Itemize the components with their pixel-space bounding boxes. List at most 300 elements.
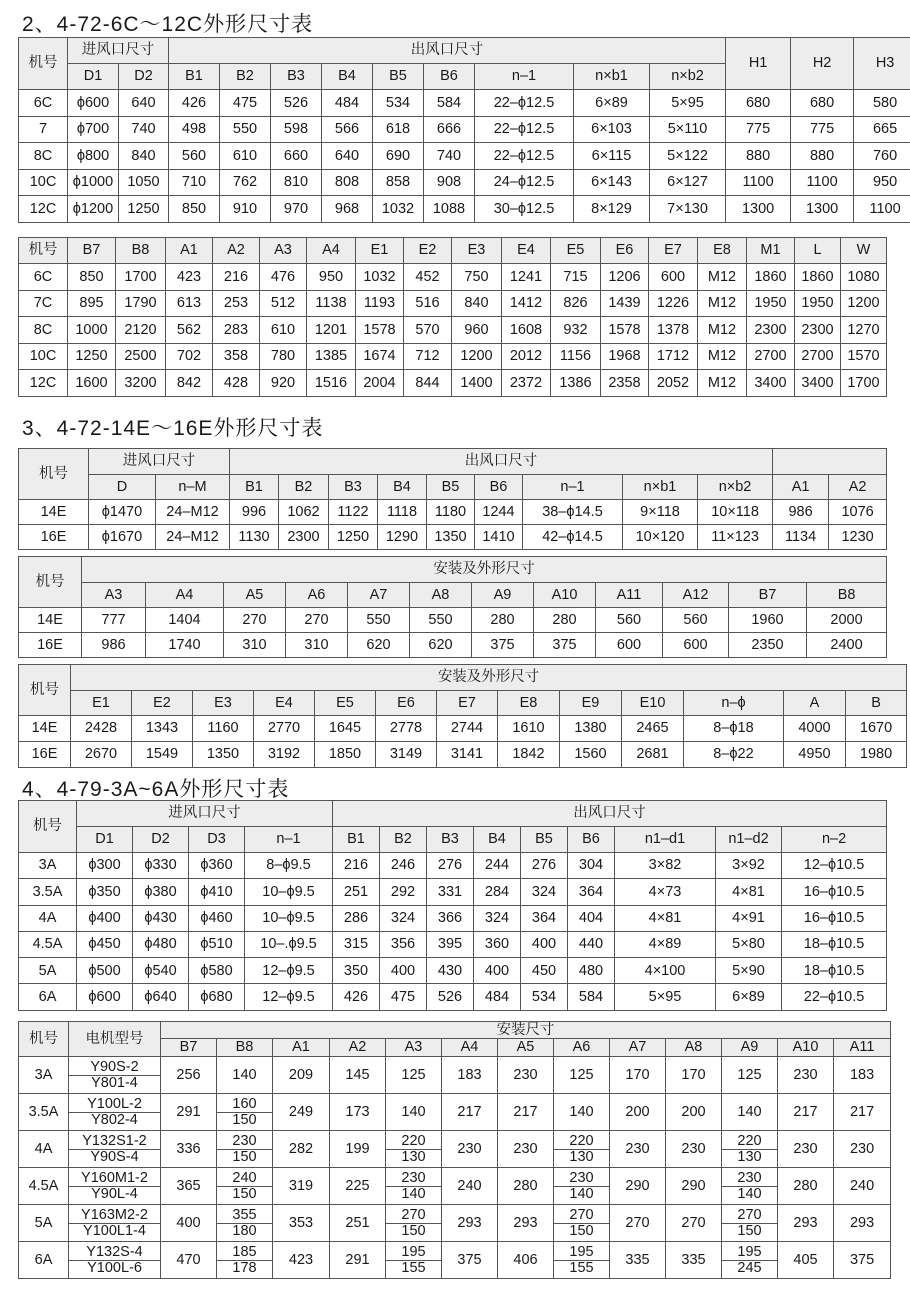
data-cell: 335 xyxy=(666,1242,722,1279)
data-cell: 280 xyxy=(778,1168,834,1205)
data-cell: 249 xyxy=(273,1094,330,1131)
data-cell: 290 xyxy=(666,1168,722,1205)
data-cell: 10–.ϕ9.5 xyxy=(245,931,333,957)
data-cell: 715 xyxy=(551,264,601,291)
column-header: A8 xyxy=(666,1039,722,1057)
data-value-bottom: 140 xyxy=(737,1185,762,1202)
data-cell: 844 xyxy=(404,370,452,397)
data-cell: M12 xyxy=(698,290,747,317)
data-cell: 762 xyxy=(220,169,271,196)
header-jihao: 机号 xyxy=(19,665,71,716)
column-header: A5 xyxy=(498,1039,554,1057)
column-header: B3 xyxy=(329,475,378,500)
data-cell: 858 xyxy=(373,169,424,196)
data-cell: 350 xyxy=(333,958,380,984)
data-cell: 850 xyxy=(169,196,220,223)
data-value-top: 355 xyxy=(217,1208,272,1224)
data-value: 140 xyxy=(569,1103,594,1120)
data-cell: 475 xyxy=(220,90,271,117)
data-cell: 1610 xyxy=(498,716,560,742)
data-cell: 292 xyxy=(380,879,427,905)
data-cell: 22–ϕ12.5 xyxy=(475,143,574,170)
data-cell: 5×122 xyxy=(650,143,726,170)
column-header: E9 xyxy=(560,691,622,716)
data-cell: 217 xyxy=(834,1094,891,1131)
data-cell: 2052 xyxy=(649,370,698,397)
data-cell: 760 xyxy=(854,143,910,170)
table-row xyxy=(19,931,887,957)
data-cell: 5×80 xyxy=(716,931,782,957)
column-header: B7 xyxy=(161,1039,217,1057)
data-value-bottom: 178 xyxy=(232,1259,257,1276)
data-cell xyxy=(386,1168,442,1205)
column-header: A10 xyxy=(534,583,596,608)
data-value-bottom: Y90S-4 xyxy=(90,1148,139,1165)
data-cell: 315 xyxy=(333,931,380,957)
data-value-top: Y132S-4 xyxy=(69,1245,160,1261)
data-cell: ϕ400 xyxy=(77,905,133,931)
data-cell: 6×115 xyxy=(574,143,650,170)
data-cell: 293 xyxy=(442,1205,498,1242)
data-cell: ϕ600 xyxy=(68,90,119,117)
data-cell: 358 xyxy=(213,343,260,370)
data-cell xyxy=(722,1094,778,1131)
data-cell: 1290 xyxy=(378,525,427,550)
row-key-cell: 7 xyxy=(19,116,68,143)
data-cell: 253 xyxy=(213,290,260,317)
data-cell: 230 xyxy=(610,1131,666,1168)
data-cell: 452 xyxy=(404,264,452,291)
data-value: 140 xyxy=(401,1103,426,1120)
data-cell: 22–ϕ12.5 xyxy=(475,116,574,143)
data-cell: ϕ510 xyxy=(189,931,245,957)
data-cell: 22–ϕ10.5 xyxy=(782,984,887,1010)
table-row xyxy=(19,1094,891,1131)
data-cell: 251 xyxy=(333,879,380,905)
data-cell: 423 xyxy=(166,264,213,291)
data-cell: 2004 xyxy=(356,370,404,397)
data-cell: 375 xyxy=(442,1242,498,1279)
data-cell: 970 xyxy=(271,196,322,223)
column-header: B4 xyxy=(322,64,373,90)
data-cell: 324 xyxy=(521,879,568,905)
data-cell: 1570 xyxy=(841,343,887,370)
data-cell xyxy=(217,1168,273,1205)
data-cell: 375 xyxy=(472,633,534,658)
column-header: D3 xyxy=(189,827,245,853)
data-cell xyxy=(386,1057,442,1094)
data-cell: 42–ϕ14.5 xyxy=(523,525,623,550)
column-header: E8 xyxy=(498,691,560,716)
data-cell: 18–ϕ10.5 xyxy=(782,931,887,957)
data-cell: 4950 xyxy=(784,742,846,768)
data-cell: 826 xyxy=(551,290,601,317)
data-cell: 1100 xyxy=(726,169,791,196)
data-cell: 1300 xyxy=(726,196,791,223)
row-key-cell: 5A xyxy=(19,958,77,984)
column-header: A7 xyxy=(348,583,410,608)
data-cell: 610 xyxy=(220,143,271,170)
data-cell: 244 xyxy=(474,853,521,879)
data-cell: 1980 xyxy=(846,742,907,768)
header-blank xyxy=(773,449,887,475)
header-outlet: 出风口尺寸 xyxy=(230,449,773,475)
data-cell: 584 xyxy=(424,90,475,117)
data-cell: 895 xyxy=(68,290,116,317)
header-jihao: 机号 xyxy=(19,557,82,608)
data-cell: 246 xyxy=(380,853,427,879)
data-cell: 562 xyxy=(166,317,213,344)
data-cell: ϕ430 xyxy=(133,905,189,931)
table-row xyxy=(19,116,910,143)
column-header: E7 xyxy=(649,238,698,264)
data-cell: 1578 xyxy=(601,317,649,344)
data-cell: 8–ϕ18 xyxy=(684,716,784,742)
column-header: A7 xyxy=(610,1039,666,1057)
data-cell: 1080 xyxy=(841,264,887,291)
column-header: E7 xyxy=(437,691,498,716)
data-value: 140 xyxy=(737,1103,762,1120)
data-cell: 1226 xyxy=(649,290,698,317)
data-cell: 1200 xyxy=(452,343,502,370)
data-value-top: Y132S1-2 xyxy=(69,1134,160,1150)
row-key-cell: 4A xyxy=(19,905,77,931)
data-cell: 217 xyxy=(498,1094,554,1131)
data-cell: 12–ϕ9.5 xyxy=(245,984,333,1010)
header-inlet: 进风口尺寸 xyxy=(68,38,169,64)
data-cell: 324 xyxy=(474,905,521,931)
data-cell: 712 xyxy=(404,343,452,370)
column-header: n×b1 xyxy=(574,64,650,90)
data-cell: 620 xyxy=(348,633,410,658)
data-cell: 364 xyxy=(521,905,568,931)
data-value-top: 195 xyxy=(722,1245,777,1261)
data-cell: 2120 xyxy=(116,317,166,344)
column-header: B1 xyxy=(333,827,380,853)
data-cell: 560 xyxy=(169,143,220,170)
data-cell: 4×73 xyxy=(615,879,716,905)
data-cell: 986 xyxy=(82,633,146,658)
data-cell: ϕ360 xyxy=(189,853,245,879)
data-cell: 470 xyxy=(161,1242,217,1279)
data-value: 125 xyxy=(401,1066,426,1083)
data-cell: 2778 xyxy=(376,716,437,742)
data-cell: 356 xyxy=(380,931,427,957)
data-cell: 512 xyxy=(260,290,307,317)
data-cell: 270 xyxy=(224,608,286,633)
column-header: E3 xyxy=(193,691,254,716)
data-cell: 750 xyxy=(452,264,502,291)
data-cell: 640 xyxy=(119,90,169,117)
column-header: B2 xyxy=(279,475,329,500)
row-key-cell: 10C xyxy=(19,169,68,196)
data-cell: 10–ϕ9.5 xyxy=(245,879,333,905)
data-cell: 808 xyxy=(322,169,373,196)
column-header: B5 xyxy=(427,475,475,500)
data-cell: 365 xyxy=(161,1168,217,1205)
data-value-top: Y100L-2 xyxy=(69,1097,160,1113)
data-value: 140 xyxy=(232,1066,257,1083)
data-cell: 1088 xyxy=(424,196,475,223)
row-key-cell: 6C xyxy=(19,264,68,291)
data-cell: 570 xyxy=(404,317,452,344)
column-header: A3 xyxy=(82,583,146,608)
data-cell: 270 xyxy=(610,1205,666,1242)
data-cell: 209 xyxy=(273,1057,330,1094)
data-cell xyxy=(217,1205,273,1242)
column-header: n×b2 xyxy=(698,475,773,500)
data-cell: 1560 xyxy=(560,742,622,768)
data-cell: 12–ϕ10.5 xyxy=(782,853,887,879)
column-header: A8 xyxy=(410,583,472,608)
column-header: n1–d1 xyxy=(615,827,716,853)
data-cell xyxy=(554,1168,610,1205)
data-cell: 775 xyxy=(791,116,854,143)
data-cell: 3×82 xyxy=(615,853,716,879)
data-cell: ϕ1200 xyxy=(68,196,119,223)
data-cell: 584 xyxy=(568,984,615,1010)
data-cell: ϕ1000 xyxy=(68,169,119,196)
data-cell: 1608 xyxy=(502,317,551,344)
data-cell: ϕ600 xyxy=(77,984,133,1010)
data-cell: 1000 xyxy=(68,317,116,344)
data-cell: 173 xyxy=(330,1094,386,1131)
data-cell: 426 xyxy=(333,984,380,1010)
data-cell: 476 xyxy=(260,264,307,291)
column-header: E6 xyxy=(376,691,437,716)
table-row xyxy=(19,525,887,550)
data-cell: 1244 xyxy=(475,500,523,525)
data-cell: 293 xyxy=(498,1205,554,1242)
column-header: A4 xyxy=(307,238,356,264)
data-cell: 375 xyxy=(834,1242,891,1279)
data-cell: 1250 xyxy=(119,196,169,223)
data-cell: 364 xyxy=(568,879,615,905)
data-cell: 1410 xyxy=(475,525,523,550)
data-cell: 324 xyxy=(380,905,427,931)
data-cell: 560 xyxy=(663,608,729,633)
data-cell: 960 xyxy=(452,317,502,344)
data-cell xyxy=(554,1205,610,1242)
column-header: B7 xyxy=(68,238,116,264)
data-cell: 251 xyxy=(330,1205,386,1242)
data-cell: 600 xyxy=(663,633,729,658)
header-jihao: 机号 xyxy=(19,449,89,500)
row-key-cell: 14E xyxy=(19,608,82,633)
data-cell: 740 xyxy=(424,143,475,170)
data-value-bottom: 245 xyxy=(737,1259,762,1276)
column-header: n1–d2 xyxy=(716,827,782,853)
row-key-cell: 16E xyxy=(19,633,82,658)
data-cell: 610 xyxy=(260,317,307,344)
data-cell: 8–ϕ22 xyxy=(684,742,784,768)
column-header: n–1 xyxy=(523,475,623,500)
data-cell: 6×89 xyxy=(716,984,782,1010)
data-value-bottom: Y90L-4 xyxy=(91,1185,138,1202)
data-cell: 30–ϕ12.5 xyxy=(475,196,574,223)
data-cell: 1960 xyxy=(729,608,807,633)
table-row xyxy=(19,742,907,768)
motor-model-cell xyxy=(69,1131,161,1168)
data-cell: 1350 xyxy=(427,525,475,550)
data-cell: 666 xyxy=(424,116,475,143)
table-row xyxy=(19,958,887,984)
data-cell: ϕ350 xyxy=(77,879,133,905)
data-cell: 660 xyxy=(271,143,322,170)
data-cell: 1740 xyxy=(146,633,224,658)
data-cell: 280 xyxy=(534,608,596,633)
data-cell xyxy=(554,1131,610,1168)
column-header: B xyxy=(846,691,907,716)
data-cell: 1100 xyxy=(791,169,854,196)
data-cell: 2300 xyxy=(747,317,795,344)
data-cell: M12 xyxy=(698,264,747,291)
data-cell: 395 xyxy=(427,931,474,957)
data-cell: 880 xyxy=(791,143,854,170)
column-header: 机号 xyxy=(19,238,68,264)
data-cell: 534 xyxy=(373,90,424,117)
row-key-cell: 16E xyxy=(19,742,71,768)
data-cell: 475 xyxy=(380,984,427,1010)
data-cell: 920 xyxy=(260,370,307,397)
data-cell: 3200 xyxy=(116,370,166,397)
data-cell: 3141 xyxy=(437,742,498,768)
data-cell: 240 xyxy=(442,1168,498,1205)
data-cell: 620 xyxy=(410,633,472,658)
column-header: B2 xyxy=(380,827,427,853)
data-cell xyxy=(722,1168,778,1205)
column-header: B1 xyxy=(230,475,279,500)
column-header: E2 xyxy=(404,238,452,264)
data-cell: 4×100 xyxy=(615,958,716,984)
column-header: n–1 xyxy=(475,64,574,90)
data-cell: 293 xyxy=(834,1205,891,1242)
column-header: A4 xyxy=(146,583,224,608)
data-cell: 842 xyxy=(166,370,213,397)
row-key-cell: 8C xyxy=(19,143,68,170)
data-cell: 11×123 xyxy=(698,525,773,550)
data-cell: 1378 xyxy=(649,317,698,344)
data-cell: 1241 xyxy=(502,264,551,291)
column-header: A3 xyxy=(386,1039,442,1057)
data-cell: 780 xyxy=(260,343,307,370)
data-cell: 1122 xyxy=(329,500,378,525)
data-value-top: Y90S-2 xyxy=(69,1060,160,1076)
data-cell: 10×120 xyxy=(623,525,698,550)
column-header: A9 xyxy=(722,1039,778,1057)
data-cell: 430 xyxy=(427,958,474,984)
data-cell: 1160 xyxy=(193,716,254,742)
data-cell: 1850 xyxy=(315,742,376,768)
column-header: A xyxy=(784,691,846,716)
data-cell: ϕ680 xyxy=(189,984,245,1010)
data-value-top: 220 xyxy=(386,1134,441,1150)
data-cell: 216 xyxy=(213,264,260,291)
data-cell: 2300 xyxy=(279,525,329,550)
table-row xyxy=(19,143,910,170)
data-cell: ϕ330 xyxy=(133,853,189,879)
table-14e-16e-install-e xyxy=(18,664,907,768)
data-cell: 7×130 xyxy=(650,196,726,223)
data-value-bottom: Y802-4 xyxy=(91,1111,138,1128)
table-row xyxy=(19,169,910,196)
data-cell: 1230 xyxy=(829,525,887,550)
data-cell: 428 xyxy=(213,370,260,397)
data-value-top: 185 xyxy=(217,1245,272,1261)
header-h3: H3 xyxy=(854,38,910,90)
data-value-top: 240 xyxy=(217,1171,272,1187)
column-header: A10 xyxy=(778,1039,834,1057)
data-cell: 230 xyxy=(666,1131,722,1168)
data-cell xyxy=(386,1131,442,1168)
data-cell: 4000 xyxy=(784,716,846,742)
header-inlet: 进风口尺寸 xyxy=(89,449,230,475)
data-cell: 230 xyxy=(498,1131,554,1168)
column-header: B5 xyxy=(373,64,424,90)
row-key-cell: 6A xyxy=(19,1242,69,1279)
data-cell: 1380 xyxy=(560,716,622,742)
data-cell: 1201 xyxy=(307,317,356,344)
data-cell: 1032 xyxy=(356,264,404,291)
data-cell: 270 xyxy=(666,1205,722,1242)
header-outlet: 出风口尺寸 xyxy=(169,38,726,64)
row-key-cell: 4A xyxy=(19,1131,69,1168)
column-header: A2 xyxy=(330,1039,386,1057)
column-header: E3 xyxy=(452,238,502,264)
data-cell: 8–ϕ9.5 xyxy=(245,853,333,879)
data-cell: 284 xyxy=(474,879,521,905)
data-cell: 1062 xyxy=(279,500,329,525)
column-header: E4 xyxy=(254,691,315,716)
data-cell: 183 xyxy=(442,1057,498,1094)
data-cell: 22–ϕ12.5 xyxy=(475,90,574,117)
column-header: A9 xyxy=(472,583,534,608)
data-cell: 484 xyxy=(322,90,373,117)
data-cell: 276 xyxy=(427,853,474,879)
row-key-cell: 4.5A xyxy=(19,1168,69,1205)
data-value-top: 160 xyxy=(217,1097,272,1113)
data-cell xyxy=(722,1205,778,1242)
data-cell xyxy=(722,1131,778,1168)
data-cell: 4×91 xyxy=(716,905,782,931)
data-cell: 426 xyxy=(169,90,220,117)
data-cell: 1180 xyxy=(427,500,475,525)
data-cell: 331 xyxy=(427,879,474,905)
data-cell: 1250 xyxy=(68,343,116,370)
data-cell: 775 xyxy=(726,116,791,143)
data-cell: 740 xyxy=(119,116,169,143)
column-header: A4 xyxy=(442,1039,498,1057)
motor-model-cell xyxy=(69,1205,161,1242)
column-header: D1 xyxy=(77,827,133,853)
table-row xyxy=(19,1168,891,1205)
data-value-top: 230 xyxy=(722,1171,777,1187)
section-title-4: 4、4-79-3A~6A外形尺寸表 xyxy=(22,778,290,801)
data-cell: 10×118 xyxy=(698,500,773,525)
column-header: A1 xyxy=(273,1039,330,1057)
data-cell: 1404 xyxy=(146,608,224,633)
data-cell: M12 xyxy=(698,317,747,344)
data-cell: 360 xyxy=(474,931,521,957)
data-cell: 170 xyxy=(610,1057,666,1094)
data-cell: 1130 xyxy=(230,525,279,550)
table-row xyxy=(19,1242,891,1279)
table-row xyxy=(19,264,887,291)
table-row xyxy=(19,500,887,525)
table-row xyxy=(19,984,887,1010)
row-key-cell: 12C xyxy=(19,196,68,223)
column-header: A2 xyxy=(213,238,260,264)
